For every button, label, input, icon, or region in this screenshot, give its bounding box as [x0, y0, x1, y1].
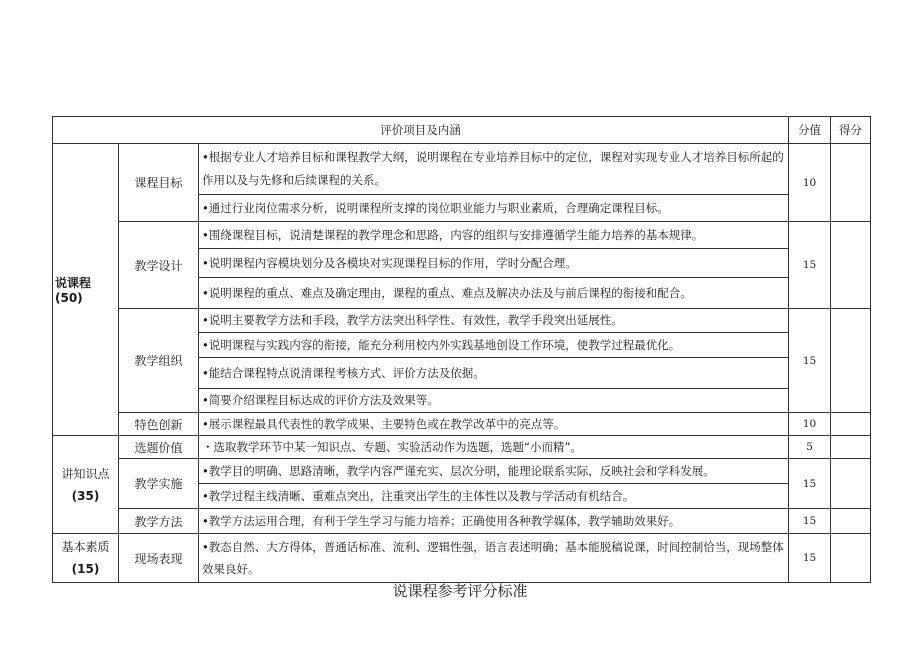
items-teaching-org [199, 309, 789, 413]
items-teaching-impl [199, 459, 789, 509]
list-item: ・选取教学环节中某一知识点、专题、实验活动作为选题，选题“小而精”。 [202, 440, 582, 454]
category-quality-label: 基本素质 [61, 540, 110, 554]
got-teaching-design[interactable] [831, 222, 871, 309]
category-knowledge-label: 讲知识点 [61, 466, 110, 481]
list-item: •教学方法运用合理，有利于学生学习与能力培养；正确使用各种教学媒体，教学辅助效果好。 [202, 514, 681, 528]
sub-feature: 特色创新 [119, 413, 199, 436]
sub-topic-value: 选题价值 [119, 436, 199, 459]
row-topic-value [53, 436, 871, 459]
row-performance [53, 534, 871, 583]
score-topic-value: 5 [789, 436, 831, 459]
category-quality-points: (15) [71, 562, 100, 576]
score-performance: 15 [789, 534, 831, 583]
items-course-goal [199, 144, 789, 222]
list-item: •根据专业人才培养目标和课程教学大纲，说明课程在专业培养目标中的定位，课程对实现专业人才培养目标所起的作用以及与先修和后续课程的关系。 [199, 144, 788, 195]
list-item: •教学目的明确、思路清晰，教学内容严谨充实、层次分明，能理论联系实际，反映社会和学科发展。 [199, 459, 788, 484]
document-caption: 说课程参考评分标准 [392, 582, 528, 600]
sub-teaching-method: 教学方法 [119, 509, 199, 534]
score-teaching-method: 15 [789, 509, 831, 534]
header-got: 得分 [831, 117, 871, 144]
row-teaching-design [53, 222, 871, 309]
score-course-goal: 10 [789, 144, 831, 222]
list-item: •说明课程内容模块划分及各模块对实现课程目标的作用，学时分配合理。 [199, 249, 788, 278]
list-item: •说明课程的重点、难点及确定理由，课程的重点、难点及解决办法及与前后课程的衔接和配合。 [202, 286, 692, 300]
header-score: 分值 [789, 117, 831, 144]
category-knowledge-points: (35) [71, 488, 100, 503]
row-teaching-org [53, 309, 871, 413]
items-feature [199, 413, 789, 436]
sub-teaching-impl: 教学实施 [119, 459, 199, 509]
score-teaching-org: 15 [789, 309, 831, 413]
list-item: •简要介绍课程目标达成的评价方法及效果等。 [202, 393, 439, 407]
header-row [53, 117, 871, 144]
score-feature: 10 [789, 413, 831, 436]
list-item: •说明主要教学方法和手段，教学方法突出科学性、有效性，教学手段突出延展性。 [199, 309, 788, 333]
row-teaching-impl [53, 459, 871, 509]
rubric-table [52, 116, 871, 583]
got-teaching-org[interactable] [831, 309, 871, 413]
items-teaching-design [199, 222, 789, 309]
score-teaching-impl: 15 [789, 459, 831, 509]
sub-teaching-org: 教学组织 [119, 309, 199, 413]
list-item: •通过行业岗位需求分析，说明课程所支撑的岗位职业能力与职业素质，合理确定课程目标。 [202, 201, 669, 215]
row-teaching-method [53, 509, 871, 534]
list-item: •围绕课程目标，说清楚课程的教学理念和思路，内容的组织与安排遵循学生能力培养的基本规律。 [199, 222, 788, 249]
sub-course-goal: 课程目标 [119, 144, 199, 222]
category-knowledge [53, 436, 119, 534]
list-item: •说明课程与实践内容的衔接，能充分利用校内外实践基地创设工作环境，使教学过程最优化。 [199, 333, 788, 358]
items-teaching-method [199, 509, 789, 534]
got-feature[interactable] [831, 413, 871, 436]
list-item: •能结合课程特点说清课程考核方式、评价方法及依据。 [199, 358, 788, 389]
list-item: •教态自然、大方得体，普通话标准、流利、逻辑性强，语言表述明确；基本能脱稿说课，时间控制恰当，现场整体效果良好。 [202, 540, 784, 576]
sub-teaching-design: 教学设计 [119, 222, 199, 309]
score-teaching-design: 15 [789, 222, 831, 309]
category-course [53, 144, 119, 436]
row-feature [53, 413, 871, 436]
rubric-sheet [52, 116, 870, 583]
got-course-goal[interactable] [831, 144, 871, 222]
got-teaching-method[interactable] [831, 509, 871, 534]
items-performance [199, 534, 789, 583]
category-quality [53, 534, 119, 583]
sub-performance: 现场表现 [119, 534, 199, 583]
got-topic-value[interactable] [831, 436, 871, 459]
list-item: •教学过程主线清晰、重难点突出，注重突出学生的主体性以及教与学活动有机结合。 [202, 489, 635, 503]
got-performance[interactable] [831, 534, 871, 583]
row-course-goal [53, 144, 871, 222]
category-course-label: 说课程(50) [55, 276, 92, 305]
header-title: 评价项目及内涵 [53, 117, 789, 144]
items-topic-value [199, 436, 789, 459]
got-teaching-impl[interactable] [831, 459, 871, 509]
list-item: •展示课程最具代表性的教学成果、主要特色或在教学改革中的亮点等。 [202, 417, 566, 431]
